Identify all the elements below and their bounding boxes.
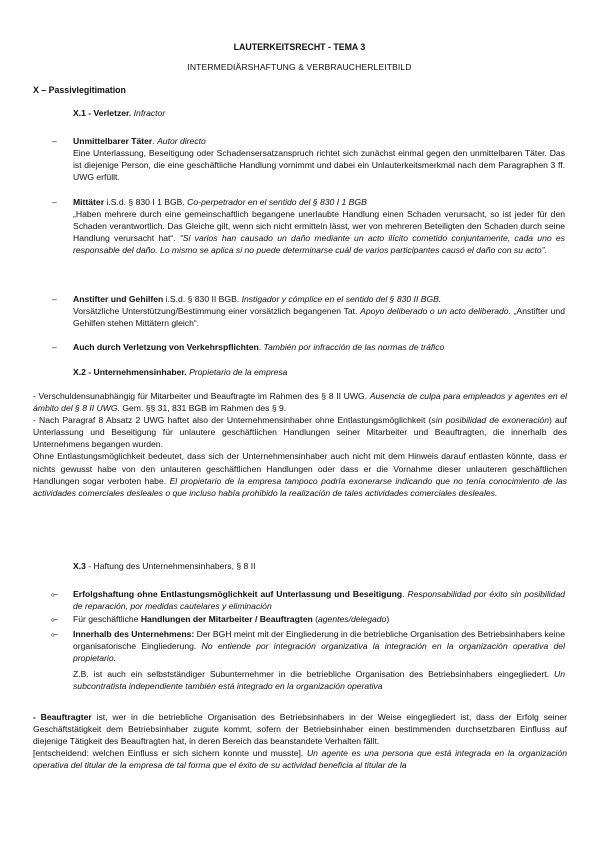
list-item-erfolgshaftung bbox=[73, 588, 565, 612]
document-subtitle: INTERMEDIÄRSHAFTUNG & VERBRAUCHERLEITBILD bbox=[187, 62, 412, 72]
item-italic: No entiende por integración organizativa la integración en la organización operativa del propietario. bbox=[73, 641, 565, 664]
p2-es: sin posibilidad de exoneración bbox=[431, 415, 549, 426]
x2-paragraph-2 bbox=[33, 414, 567, 450]
x2-paragraph-3 bbox=[33, 450, 567, 498]
text-de: Vorsätzliche Unterstützung/Bestimmung einer vorsätzlich begangenen Tat. bbox=[73, 306, 361, 317]
x1-heading-bold: X.1 - Verletzer. bbox=[73, 108, 132, 118]
p2-de: - Nach Paragraf 8 Absatz 2 UWG haftet also der Unternehmensinhaber ohne Entlastungsmöglichkeit ( bbox=[33, 415, 432, 426]
text-es: Apoyo deliberado o un acto deliberado. bbox=[360, 306, 511, 317]
x3-paragraph-2 bbox=[33, 747, 567, 771]
x2-heading-bold: X.2 - Unternehmensinhaber. bbox=[73, 367, 187, 377]
p1-end: Gem. §§ 31, 831 BGB im Rahmen des § 9. bbox=[119, 403, 287, 414]
item-text: Eine Unterlassung, Beseitigung oder Schadensersatzanspruch richtet sich zunächst einmal gegen den unmittelbaren Täter. Das ist diejenige Person, die eine geschäftliche Handlung vornimmt und dabei ein Unlauterkeitsmerkmal nach dem Paragraphen 3 ff. UWG erfüllt. bbox=[73, 148, 565, 183]
example-de: Z.B. ist auch ein selbstständiger Subunternehmer in die betriebliche Organisation des Betriebsinhabers eingegliedert. bbox=[73, 669, 554, 680]
item-sep: . bbox=[402, 589, 408, 599]
arrow-bullet-icon: ⟜ bbox=[51, 589, 59, 599]
list-item-innerhalb bbox=[73, 628, 565, 692]
x2-body bbox=[33, 390, 567, 499]
item-bold: Innerhalb des Unternehmens: bbox=[73, 629, 195, 639]
item-italic: Responsabilidad por éxito sin posibilidad de reparación, por medidas cautelares y eliminación bbox=[73, 589, 566, 612]
x1-heading-italic: Infractor bbox=[133, 108, 166, 118]
section-x-heading: X – Passivlegitimation bbox=[33, 85, 126, 95]
item-italic: Instigador y cómplice en el sentido del § 830 II BGB. bbox=[241, 294, 442, 304]
item-plain: Für geschäftliche bbox=[73, 614, 141, 624]
dash-bullet: – bbox=[52, 136, 57, 146]
list-item-mittaeter bbox=[73, 196, 565, 256]
text-de-2: „Anstifter und Gehilfen stehen Mittätern gleich“. bbox=[73, 306, 565, 329]
p2-end: ) auf Unterlassung und Beseitigung für unlautere geschäftlichen Handlungen seiner Mitarbeiter und Beauftragten, die innerhalb des Unternehmens begangen wurden. bbox=[33, 415, 567, 450]
item-plain: i.S.d. § 830 I 1 BGB. bbox=[104, 197, 188, 207]
item-bold: Erfolgshaftung ohne Entlastungsmöglichkeit auf Unterlassung und Beseitigung bbox=[73, 589, 403, 599]
x3-heading-plain: - Haftung des Unternehmensinhabers, § 8 II bbox=[85, 561, 256, 571]
item-bold: Anstifter und Gehilfen bbox=[73, 294, 164, 304]
item-plain: ) bbox=[386, 614, 390, 624]
quote-es: “Si varios han causado un daño mediante un acto ilícito cometido conjuntamente, cada uno es responsable del daño. Lo mismo se aplica si no puede determinarse cuál de varios participantes causó el daño con su acto”. bbox=[73, 233, 565, 256]
p1-de: - Verschuldensunabhängig für Mitarbeiter und Beauftragte im Rahmen des § 8 II UWG. bbox=[33, 391, 370, 401]
p2-de: [entscheidend: welchen Einfluss er sich sichern konnte und musste]. bbox=[33, 748, 307, 759]
item-bold: Unmittelbarer Täter bbox=[73, 136, 153, 146]
x2-heading-italic: Propietario de la empresa bbox=[189, 367, 288, 377]
quote-de: „Haben mehrere durch eine gemeinschaftlich begangene unerlaubte Handlung einen Schaden verursacht, so ist jeder für den Schaden verantwortlich. Das Gleiche gilt, wenn sich nicht ermitteln lässt, wer von mehreren Beteiligten den Schaden durch seine Handlung verursacht hat“. bbox=[73, 209, 565, 244]
x3-body bbox=[33, 711, 567, 771]
item-sep: . bbox=[258, 342, 264, 352]
item-quote bbox=[73, 208, 565, 256]
item-text bbox=[73, 305, 565, 329]
p1-es: Ausencia de culpa para empleados y agentes en el ámbito del § 8 II UWG. bbox=[33, 391, 567, 414]
item-example bbox=[73, 668, 565, 692]
arrow-bullet-icon: ⟜ bbox=[51, 614, 59, 624]
x3-heading bbox=[73, 560, 256, 572]
p3-de: Ohne Entlastungsmöglichkeit bedeutet, dass sich der Unternehmensinhaber auch nicht mit dem Hinweis darauf entlasten könnte, dass er nichts gewusst habe von den unlauteren geschäftlichen Handlungen oder dass er die Vornahme dieser unlauteren geschäftlichen Handlungen sogar verboten habe. bbox=[33, 451, 567, 486]
list-item-unmittelbarer-taeter bbox=[73, 135, 565, 183]
list-item-anstifter bbox=[73, 293, 565, 329]
x1-heading bbox=[73, 107, 165, 119]
dash-bullet: – bbox=[52, 294, 57, 304]
list-item-handlungen bbox=[73, 613, 565, 625]
example-es: Un subcontratista independiente también está integrado en la organización operativa bbox=[73, 669, 565, 692]
p1-de: ist, wer in die betriebliche Organisation des Betriebsinhabers in der Weise eingegliedert ist, dass der Erfolg seiner Geschäftstätigkeit dem Betriebsinhaber zugute kommt, sofern der Betriebsinhaber einen bestimmenden durchsetzbaren Einfluss auf diejenige Tätigkeit des Beauftragten hat, in deren Bereich das beanstandete Verhalten fällt. bbox=[33, 712, 567, 747]
item-italic: Co-perpetrador en el sentido del § 830 I 1 BGB bbox=[187, 197, 367, 207]
x2-paragraph-1 bbox=[33, 390, 567, 414]
item-bold: Mittäter bbox=[73, 197, 105, 207]
item-sep: . bbox=[152, 136, 158, 146]
item-italic: También por infracción de las normas de tráfico bbox=[263, 342, 445, 352]
item-bold: Auch durch Verletzung von Verkehrspflichten bbox=[73, 342, 259, 352]
p1-bold: - Beauftragter bbox=[33, 712, 92, 722]
item-plain: i.S.d. § 830 II BGB. bbox=[163, 294, 242, 304]
item-bold: Handlungen der Mitarbeiter / Beauftragten bbox=[140, 614, 313, 624]
dash-bullet: – bbox=[52, 197, 57, 207]
p3-es: El propietario de la empresa tampoco podría exonerarse indicando que no tenía conocimiento de las actividades comerciales desleales o que incluso había prohibido la realización de tales actividades comerciales desleales. bbox=[33, 475, 567, 498]
item-plain: ( bbox=[312, 614, 318, 624]
item-italic: Autor directo bbox=[157, 136, 206, 146]
x3-heading-bold: X.3 bbox=[73, 561, 86, 571]
dash-bullet: – bbox=[52, 342, 57, 352]
x2-heading bbox=[73, 366, 287, 378]
document-title: LAUTERKEITSRECHT - TEMA 3 bbox=[233, 42, 366, 52]
list-item-verkehrspflichten bbox=[73, 341, 565, 353]
item-italic: agentes/delegado bbox=[317, 614, 387, 624]
item-plain: Der BGH meint mit der Eingliederung in die betriebliche Organisation des Betriebsinhabers keine organisatorische Eingliederung. bbox=[73, 629, 565, 652]
x3-paragraph-1 bbox=[33, 711, 567, 747]
p2-es: Un agente es una persona que está integrada en la organización operativa del titular de la empresa de tal forma que el éxito de su actividad beneficia al titular de la bbox=[33, 748, 567, 771]
arrow-bullet-icon: ⟜ bbox=[51, 629, 59, 639]
